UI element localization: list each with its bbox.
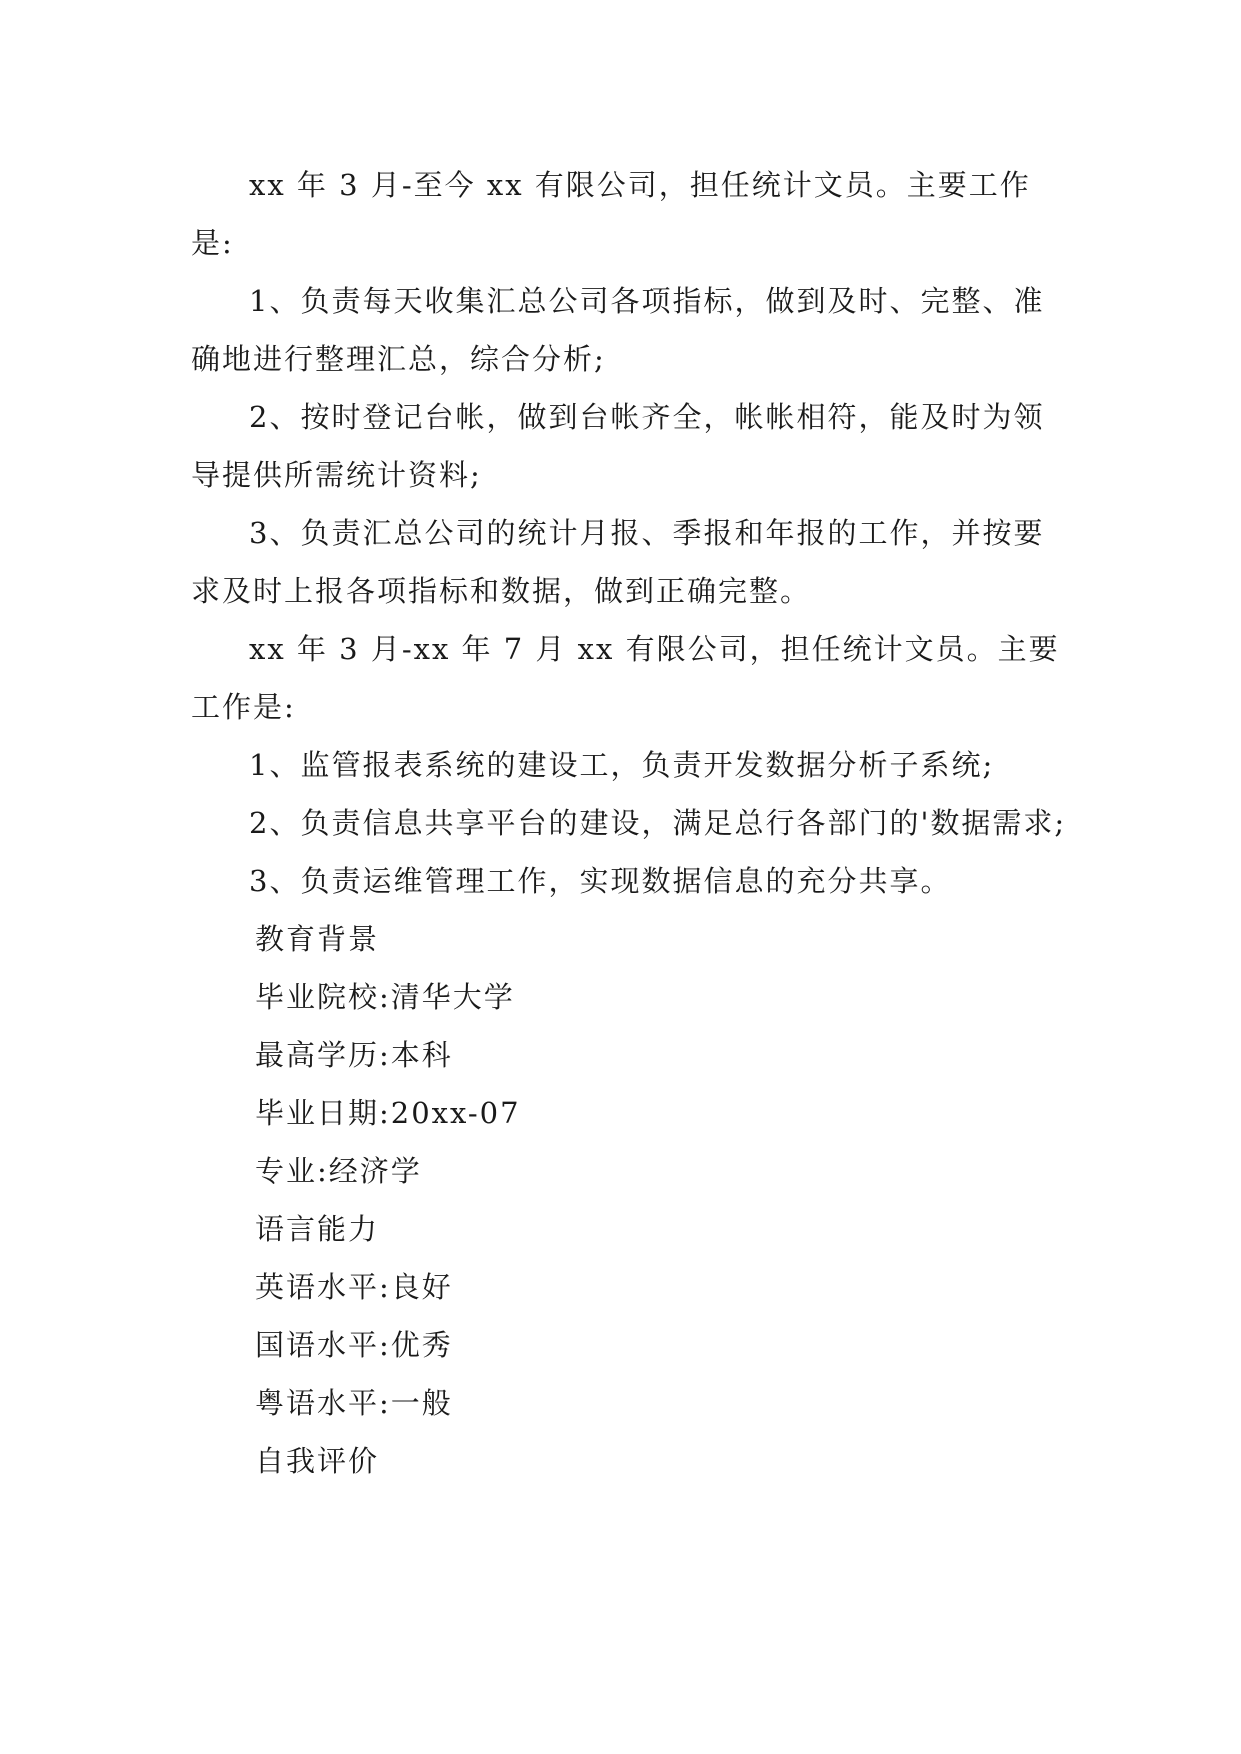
- education-heading: 教育背景: [255, 922, 380, 956]
- work-experience-1-intro: xx 年 3 月-至今 xx 有限公司，担任统计文员。主要工作是:: [191, 168, 1031, 260]
- language-mandarin: 国语水平:优秀: [255, 1328, 453, 1362]
- work-duty-1-3: 3、负责汇总公司的统计月报、季报和年报的工作，并按要求及时上报各项指标和数据，做到正确完整。: [191, 516, 1045, 608]
- language-heading: 语言能力: [255, 1212, 380, 1246]
- education-degree: 最高学历:本科: [255, 1038, 453, 1072]
- education-graduation-date: 毕业日期:20xx-07: [255, 1096, 521, 1130]
- work-duty-1-1: 1、负责每天收集汇总公司各项指标，做到及时、完整、准确地进行整理汇总，综合分析;: [191, 284, 1045, 376]
- education-major: 专业:经济学: [255, 1154, 422, 1188]
- work-experience-2-intro: xx 年 3 月-xx 年 7 月 xx 有限公司，担任统计文员。主要工作是:: [191, 632, 1060, 724]
- self-evaluation-heading: 自我评价: [255, 1444, 380, 1478]
- work-duty-2-1: 1、监管报表系统的建设工，负责开发数据分析子系统;: [249, 748, 995, 782]
- work-duty-2-3: 3、负责运维管理工作，实现数据信息的充分共享。: [249, 864, 952, 898]
- language-english: 英语水平:良好: [255, 1270, 453, 1304]
- language-cantonese: 粤语水平:一般: [255, 1386, 453, 1420]
- document-body: [191, 156, 1071, 1490]
- work-duty-1-2: 2、按时登记台帐，做到台帐齐全，帐帐相符，能及时为领导提供所需统计资料;: [191, 400, 1045, 492]
- education-school: 毕业院校:清华大学: [255, 980, 515, 1014]
- work-duty-2-2: 2、负责信息共享平台的建设，满足总行各部门的'数据需求;: [249, 806, 1067, 840]
